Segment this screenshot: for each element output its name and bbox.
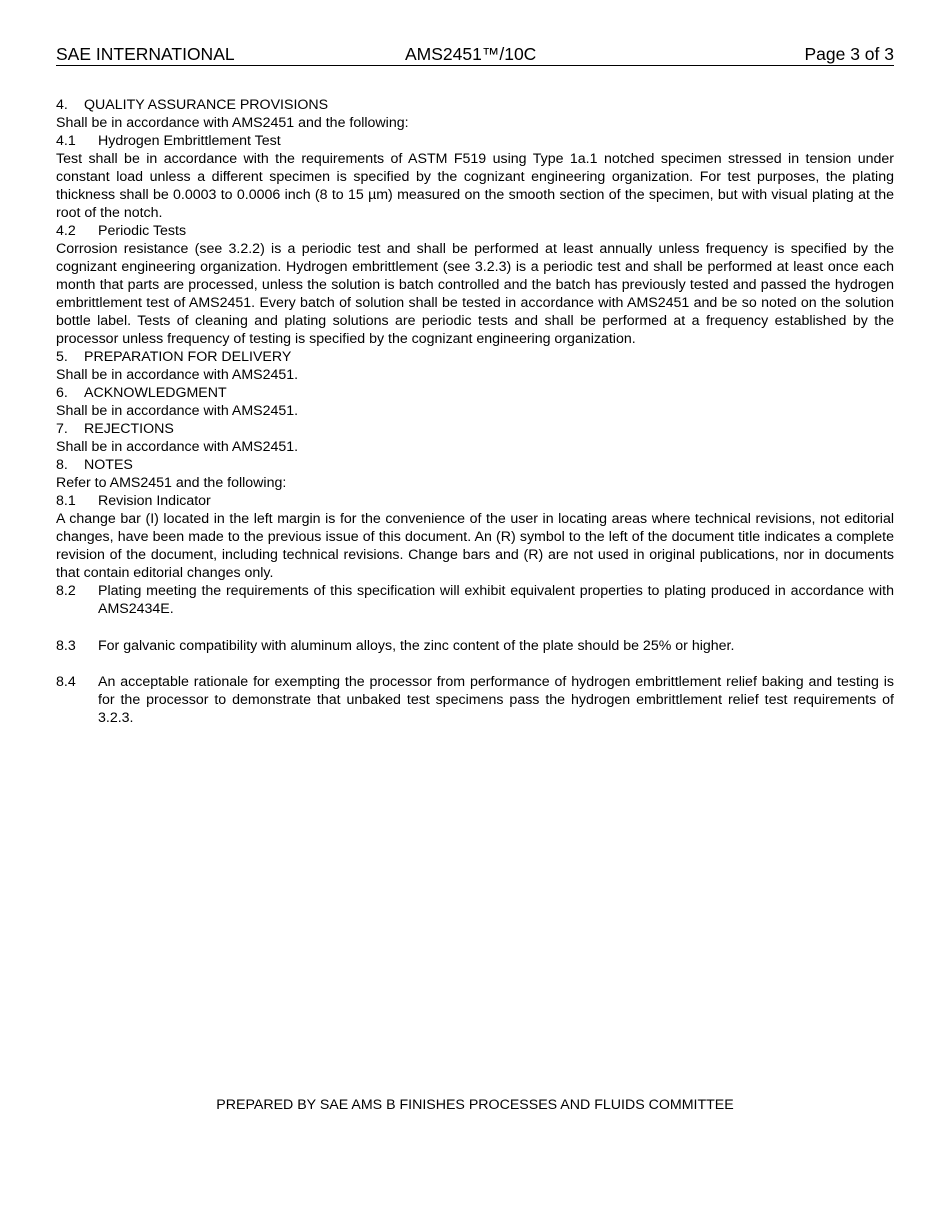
section-title: NOTES — [84, 457, 133, 473]
section-number: 4. — [56, 97, 68, 113]
subsection-text: Plating meeting the requirements of this specification will exhibit equivalent properties to plating produced in accordance with AMS2434E. — [98, 583, 894, 617]
section-5-heading — [56, 348, 894, 366]
subsection-number: 4.1 — [56, 133, 76, 149]
subsection-title: Revision Indicator — [98, 493, 211, 509]
header-page-number: Page 3 of 3 — [804, 44, 894, 64]
section-number: 8. — [56, 457, 68, 473]
subsection-number: 8.3 — [56, 637, 76, 654]
section-7-heading — [56, 420, 894, 438]
page-header — [56, 43, 894, 66]
section-number: 6. — [56, 385, 68, 401]
section-title: PREPARATION FOR DELIVERY — [84, 349, 292, 365]
section-title: ACKNOWLEDGMENT — [84, 385, 227, 401]
section-4-heading — [56, 96, 894, 114]
section-number: 7. — [56, 421, 68, 437]
section-8-1-heading — [56, 492, 894, 510]
section-title: QUALITY ASSURANCE PROVISIONS — [84, 97, 329, 113]
document-body — [56, 96, 894, 746]
section-8-3-item — [56, 637, 894, 655]
section-8-1-text: A change bar (I) located in the left margin is for the convenience of the user in locating areas where technical revisions, not editorial changes, have been made to the previous issue of this document. An (R) symbol to the left of the document title indicates a complete revision of the document, including technical revisions. Change bars and (R) are not used in original publications, nor in documents that contain editorial changes only. — [56, 511, 894, 581]
subsection-number: 8.4 — [56, 674, 76, 690]
section-4-1-heading — [56, 132, 894, 150]
section-5-text: Shall be in accordance with AMS2451. — [56, 367, 299, 383]
section-8-intro: Refer to AMS2451 and the following: — [56, 475, 287, 491]
section-7-text: Shall be in accordance with AMS2451. — [56, 439, 299, 455]
section-6-text: Shall be in accordance with AMS2451. — [56, 403, 299, 419]
subsection-number: 8.1 — [56, 493, 76, 509]
subsection-number: 8.2 — [56, 583, 76, 599]
section-8-2-item — [56, 582, 894, 618]
subsection-title: Periodic Tests — [98, 223, 187, 239]
section-4-2-text: Corrosion resistance (see 3.2.2) is a periodic test and shall be performed at least annually unless frequency is specified by the cognizant engineering organization. Hydrogen embrittlement (see 3.2.3) is a periodic test and shall be performed at least once each month that parts are processed, unless the solution is batch controlled and the batch has previously tested and passed the hydrogen embrittlement test of AMS2451. Every batch of solution shall be tested in accordance with AMS2451 and be so noted on the solution bottle label. Tests of cleaning and plating solutions are periodic tests and shall be performed at a frequency established by the processor unless frequency of testing is specified by the cognizant engineering organization. — [56, 241, 894, 347]
section-8-4-item — [56, 673, 894, 727]
subsection-title: Hydrogen Embrittlement Test — [98, 133, 281, 149]
header-doc-id: AMS2451™/10C — [405, 44, 537, 64]
subsection-text: For galvanic compatibility with aluminum alloys, the zinc content of the plate should be 25% or higher. — [98, 637, 735, 654]
section-8-heading — [56, 456, 894, 474]
section-4-intro: Shall be in accordance with AMS2451 and the following: — [56, 115, 409, 131]
section-6-heading — [56, 384, 894, 402]
subsection-text: An acceptable rationale for exempting the processor from performance of hydrogen embrittlement relief baking and testing is for the processor to demonstrate that unbaked test specimens pass the hydrogen embrittlement relief test requirements of 3.2.3. — [98, 674, 894, 726]
section-4-1-text: Test shall be in accordance with the requirements of ASTM F519 using Type 1a.1 notched specimen stressed in tension under constant load unless a different specimen is specified by the cognizant engineering organization. For test purposes, the plating thickness shall be 0.0003 to 0.0006 inch (8 to 15 µm) measured on the smooth section of the specimen, but with visual plating at the root of the notch. — [56, 151, 894, 221]
committee-footer: PREPARED BY SAE AMS B FINISHES PROCESSES AND FLUIDS COMMITTEE — [216, 1097, 734, 1113]
section-number: 5. — [56, 349, 68, 365]
header-org: SAE INTERNATIONAL — [56, 44, 235, 64]
section-4-2-heading — [56, 222, 894, 240]
section-title: REJECTIONS — [84, 421, 174, 437]
subsection-number: 4.2 — [56, 223, 76, 239]
